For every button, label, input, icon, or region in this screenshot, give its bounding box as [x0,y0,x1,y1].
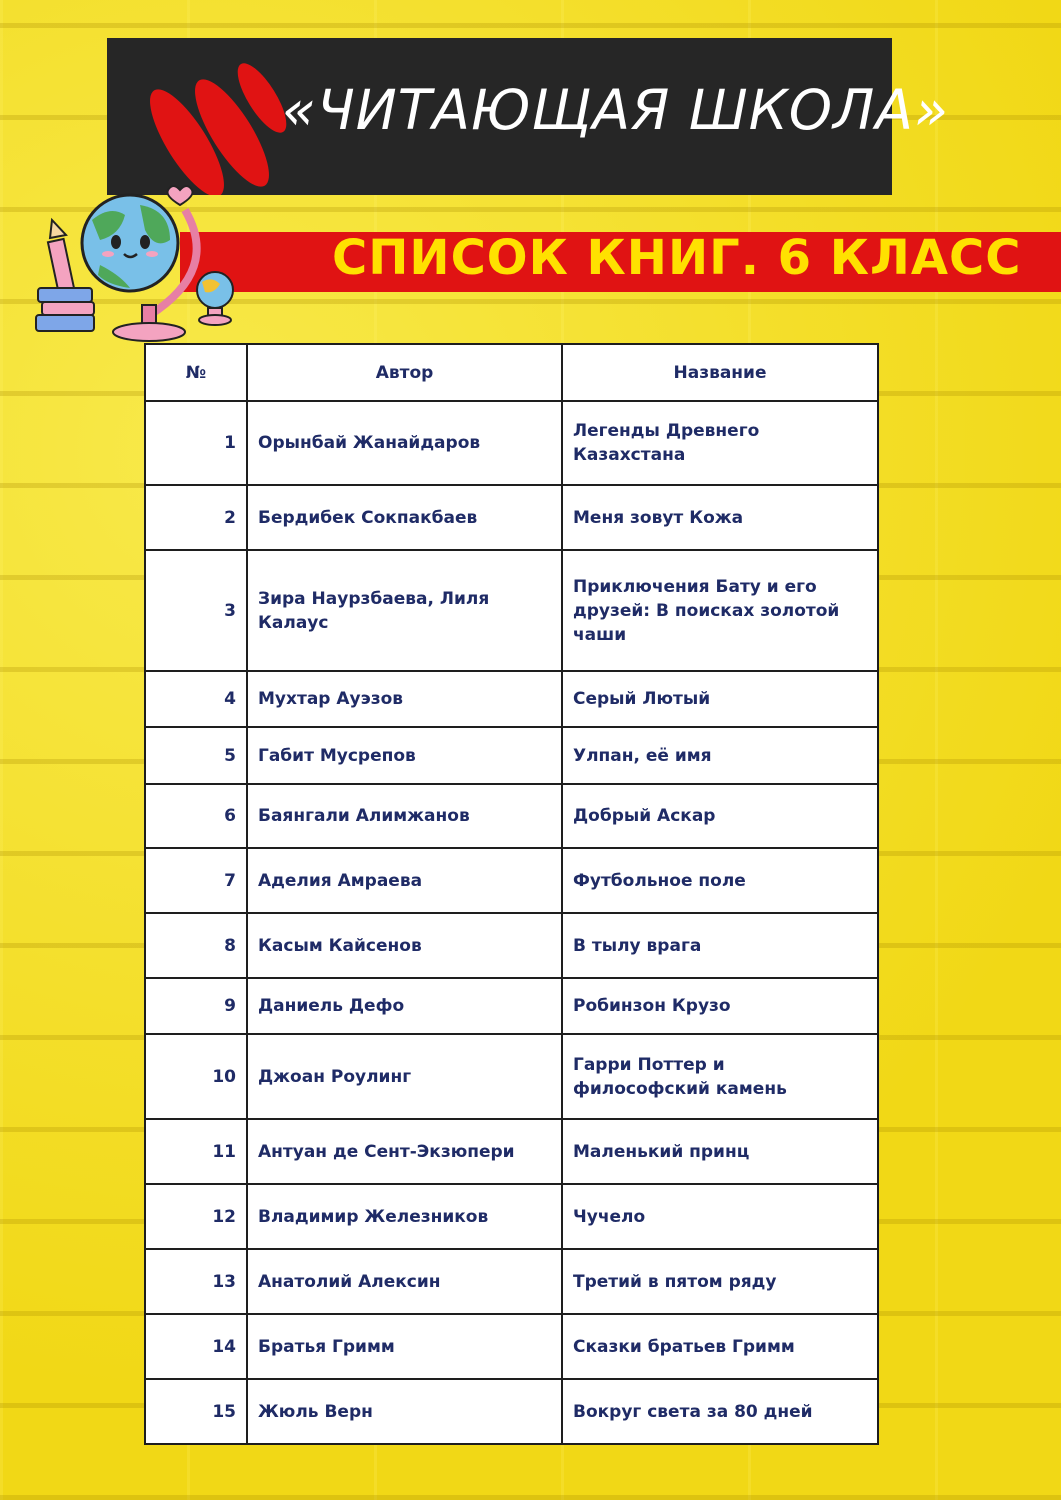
row-author: Касым Кайсенов [247,913,562,978]
row-title: Легенды Древнего Казахстана [562,401,878,485]
page-title: «ЧИТАЮЩАЯ ШКОЛА» [282,78,949,142]
row-author: Даниель Дефо [247,978,562,1034]
row-author: Габит Мусрепов [247,727,562,784]
row-author: Мухтар Ауэзов [247,671,562,727]
row-title: Добрый Аскар [562,784,878,848]
row-author: Жюль Верн [247,1379,562,1444]
globe-illustration [30,180,245,345]
row-author: Баянгали Алимжанов [247,784,562,848]
row-title: Приключения Бату и его друзей: В поисках золотой чаши [562,550,878,671]
row-author: Зира Наурзбаева, Лиля Калаус [247,550,562,671]
table-row [145,1119,878,1184]
table-header-row [145,344,878,401]
row-number: 5 [145,727,247,784]
table-row [145,784,878,848]
row-number: 9 [145,978,247,1034]
row-author: Владимир Железников [247,1184,562,1249]
red-stripes-decoration [107,38,287,195]
header-banner [107,38,949,195]
table-row [145,1034,878,1119]
row-title: Улпан, её имя [562,727,878,784]
header-number: № [145,344,247,401]
row-author: Орынбай Жанайдаров [247,401,562,485]
row-title: Меня зовут Кожа [562,485,878,550]
header-title: Название [562,344,878,401]
row-title: Чучело [562,1184,878,1249]
row-number: 4 [145,671,247,727]
row-number: 15 [145,1379,247,1444]
row-author: Братья Гримм [247,1314,562,1379]
table-row [145,1314,878,1379]
row-title: Маленький принц [562,1119,878,1184]
globe-character-icon [82,195,178,291]
table-row [145,401,878,485]
row-number: 1 [145,401,247,485]
table-row [145,978,878,1034]
row-author: Бердибек Сокпакбаев [247,485,562,550]
row-number: 14 [145,1314,247,1379]
table-row [145,848,878,913]
row-title: Сказки братьев Гримм [562,1314,878,1379]
row-number: 3 [145,550,247,671]
row-number: 8 [145,913,247,978]
row-number: 10 [145,1034,247,1119]
row-author: Анатолий Алексин [247,1249,562,1314]
row-number: 13 [145,1249,247,1314]
books-table [144,343,879,1445]
row-author: Джоан Роулинг [247,1034,562,1119]
row-title: Футбольное поле [562,848,878,913]
row-number: 6 [145,784,247,848]
heart-icon [168,186,193,205]
row-title: Робинзон Крузо [562,978,878,1034]
row-title: Гарри Поттер и философский камень [562,1034,878,1119]
row-author: Аделия Амраева [247,848,562,913]
row-number: 11 [145,1119,247,1184]
row-title: В тылу врага [562,913,878,978]
page-subtitle: СПИСОК КНИГ. 6 КЛАСС [332,230,1022,286]
table-row [145,550,878,671]
row-title: Третий в пятом ряду [562,1249,878,1314]
row-title: Серый Лютый [562,671,878,727]
table-row [145,671,878,727]
row-author: Антуан де Сент-Экзюпери [247,1119,562,1184]
small-globe-icon [197,272,233,325]
table-row [145,1184,878,1249]
books-stack-icon [36,288,94,331]
table-row [145,1379,878,1444]
table-row [145,727,878,784]
table-row [145,1249,878,1314]
header-author: Автор [247,344,562,401]
table-row [145,485,878,550]
row-number: 7 [145,848,247,913]
table-row [145,913,878,978]
row-number: 2 [145,485,247,550]
row-title: Вокруг света за 80 дней [562,1379,878,1444]
row-number: 12 [145,1184,247,1249]
